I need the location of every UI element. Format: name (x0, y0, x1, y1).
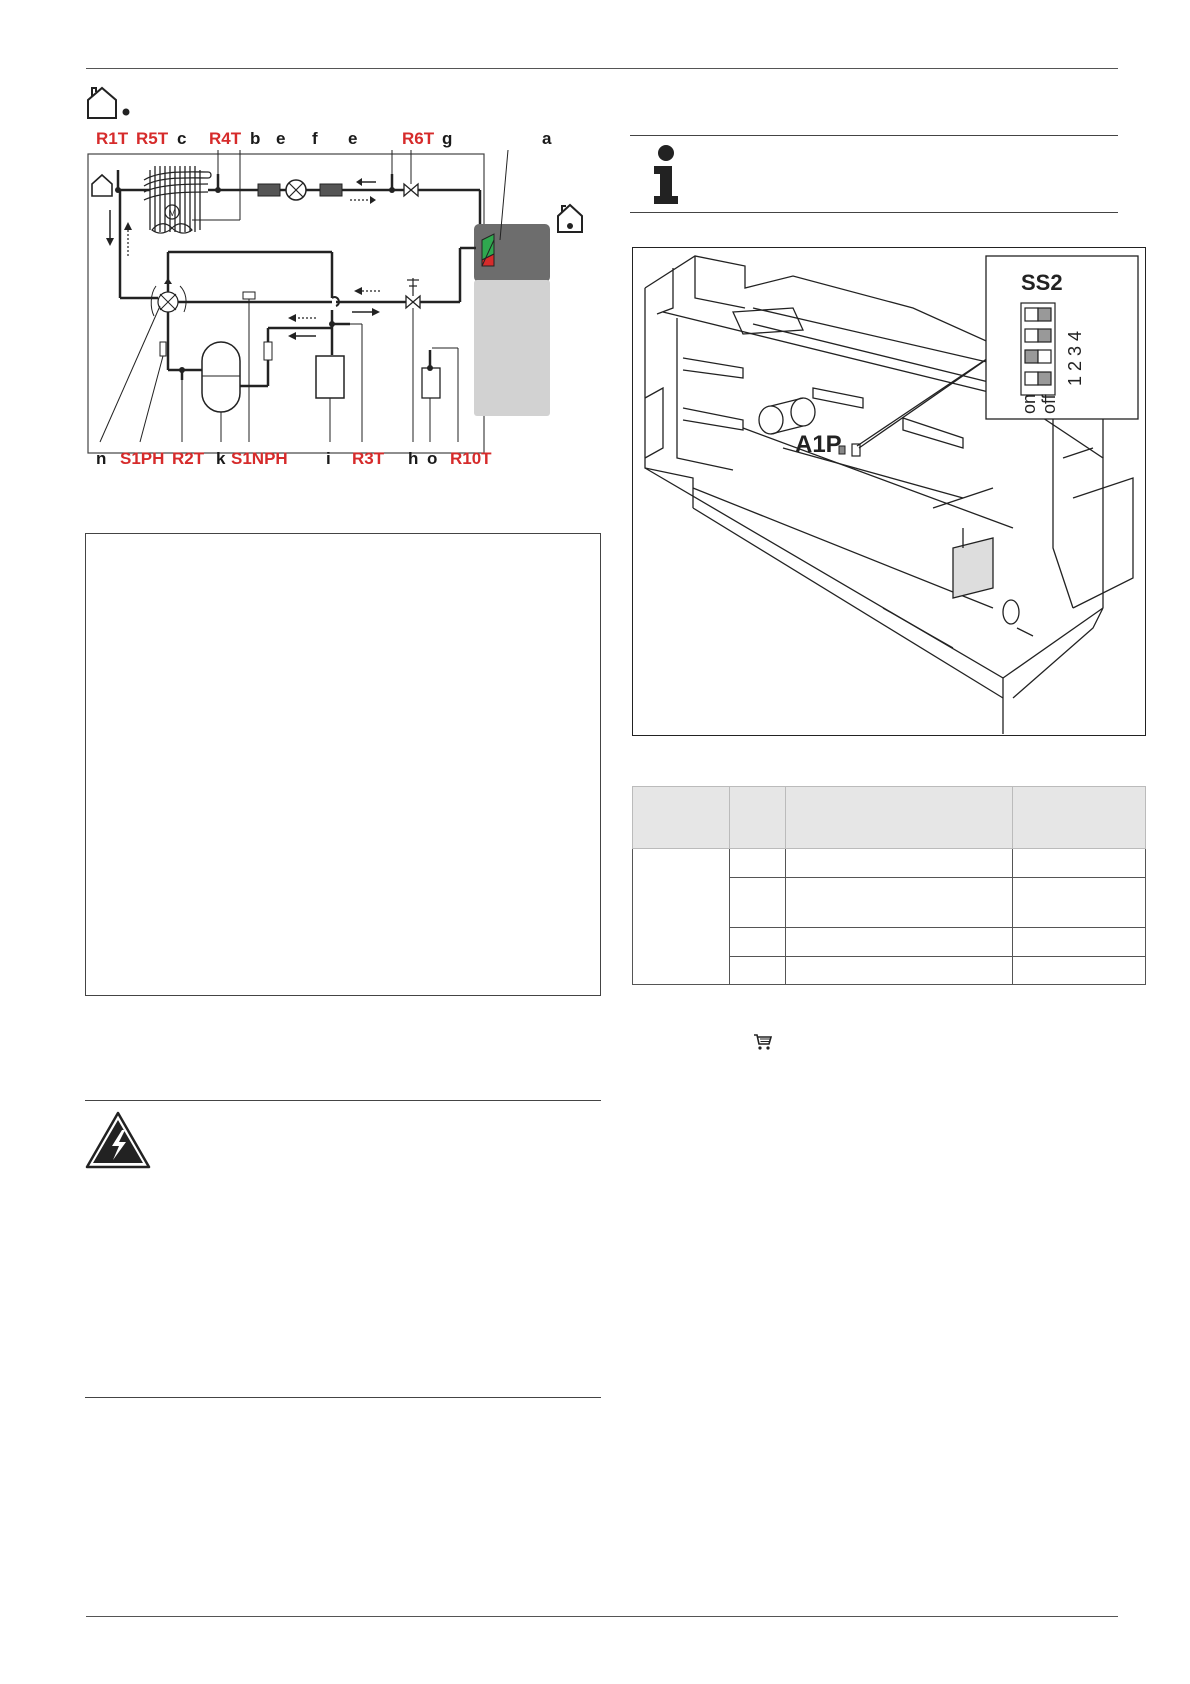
switch-state-on: on (1019, 393, 1039, 414)
label-b: b (250, 129, 261, 148)
label-f: f (312, 129, 318, 148)
refrigerant-circuit-diagram (80, 80, 610, 500)
label-c: c (177, 129, 187, 148)
label-g: g (442, 129, 453, 148)
pcb-label-a1p: A1P (795, 431, 842, 458)
label-s1ph: S1PH (120, 449, 165, 468)
table-header-row (633, 787, 1146, 849)
pcb-figure-frame (632, 247, 1146, 736)
switch-title-ss2: SS2 (1021, 270, 1063, 295)
warning-bottom-rule (85, 1397, 601, 1398)
fan-motor-symbol: M (168, 208, 176, 218)
label-a: a (542, 129, 552, 148)
warning-top-rule (85, 1100, 601, 1101)
footer-rule (86, 1616, 1118, 1617)
label-h: h (408, 449, 419, 468)
label-i: i (326, 449, 331, 468)
label-s1nph: S1NPH (231, 449, 288, 468)
legend-box (85, 533, 601, 996)
info-icon (648, 144, 684, 206)
switch-state-off: off (1039, 394, 1059, 414)
label-r2t: R2T (172, 449, 205, 468)
label-r3t: R3T (352, 449, 385, 468)
label-r4t: R4T (209, 129, 242, 148)
header-rule (86, 68, 1118, 69)
electric-hazard-icon (84, 1110, 152, 1170)
table-row (633, 849, 1146, 878)
info-top-rule (630, 135, 1118, 136)
label-r10t: R10T (450, 449, 492, 468)
shopping-cart-icon (753, 1033, 773, 1051)
label-e2: e (348, 129, 358, 148)
label-r6t: R6T (402, 129, 435, 148)
label-k: k (216, 449, 226, 468)
label-r5t: R5T (136, 129, 169, 148)
switchbox-illustration (633, 248, 1145, 734)
label-n: n (96, 449, 107, 468)
label-r1t: R1T (96, 129, 129, 148)
dip-switch-table (632, 786, 1146, 985)
info-bottom-rule (630, 212, 1118, 213)
label-o: o (427, 449, 438, 468)
label-e1: e (276, 129, 286, 148)
outdoor-unit-icon (88, 88, 116, 118)
switch-numbers: 1 2 3 4 (1065, 330, 1085, 386)
